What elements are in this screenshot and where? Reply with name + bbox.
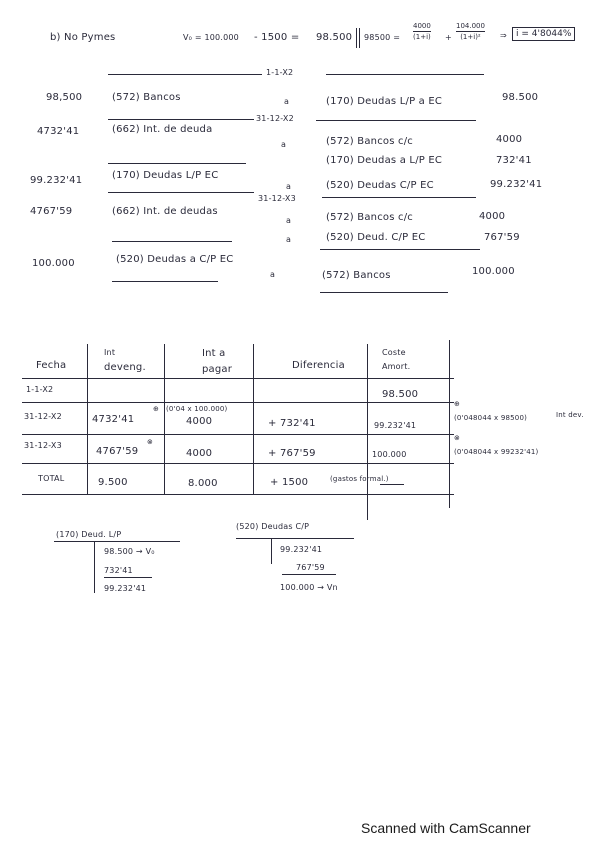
t-account-520-line-3: 100.000 → Vn	[280, 583, 338, 592]
entry2-credit-2: (170) Deudas a L/P EC	[326, 155, 443, 166]
col-header-coste-1: Coste	[382, 348, 406, 357]
net-value: 98.500	[316, 32, 353, 43]
col-header-devengado-1: Int	[104, 348, 116, 357]
entry3-credit: (520) Deudas C/P EC	[326, 180, 434, 191]
row3-mark: ⊗	[147, 438, 154, 446]
note2-mark: ⊗	[454, 434, 461, 442]
col-header-pagar-2: pagar	[202, 364, 233, 375]
fraction-2-denominator: (1+i)²	[460, 33, 481, 41]
fraction-1-denominator: (1+i)	[413, 33, 431, 41]
row2-diferencia: + 732'41	[268, 418, 316, 429]
journal-date-1: 1-1-X2	[266, 68, 294, 77]
entry4-a-2: a	[286, 235, 292, 244]
entry3-debit: (170) Deudas L/P EC	[112, 170, 219, 181]
row2-pagar: 4000	[186, 416, 213, 427]
col-header-diferencia: Diferencia	[292, 360, 345, 371]
entry3-amount: 99.232'41	[30, 175, 83, 186]
entry1-credit-amount: 98.500	[502, 92, 539, 103]
t-account-520-title: (520) Deudas C/P	[236, 522, 310, 531]
entry2-credit-1-amount: 4000	[496, 134, 523, 145]
v0-value: V₀ = 100.000	[183, 33, 239, 42]
row3-diferencia: + 767'59	[268, 448, 316, 459]
row3-coste: 100.000	[372, 450, 407, 459]
minus-cost: - 1500 =	[254, 32, 300, 43]
col-header-devengado-2: deveng.	[104, 362, 146, 373]
row3-fecha: 31-12-X3	[24, 441, 62, 450]
t-account-170-title: (170) Deud. L/P	[56, 530, 122, 539]
entry4-credit-2: (520) Deud. C/P EC	[326, 232, 426, 243]
row3-pagar: 4000	[186, 448, 213, 459]
note2-formula: (0'048044 x 99232'41)	[454, 448, 539, 456]
entry3-a: a	[286, 182, 292, 191]
entry4-a-1: a	[286, 216, 292, 225]
plus-sign: +	[445, 33, 452, 42]
entry5-credit: (572) Bancos	[322, 270, 391, 281]
entry2-credit-1: (572) Bancos c/c	[326, 136, 413, 147]
row2-pagar-note: (0'04 x 100.000)	[166, 405, 228, 413]
entry2-amount: 4732'41	[37, 126, 80, 137]
note1-formula: (0'048044 x 98500)	[454, 414, 528, 422]
t-account-170-line-2: 732'41	[104, 566, 133, 575]
total-diferencia: + 1500	[270, 477, 309, 488]
entry1-amount: 98,500	[46, 92, 83, 103]
scanner-watermark: Scanned with CamScanner	[361, 820, 531, 836]
entry3-credit-amount: 99.232'41	[490, 179, 543, 190]
fraction-2-numerator: 104.000	[456, 22, 485, 30]
entry5-debit: (520) Deudas a C/P EC	[116, 254, 234, 265]
fraction-1-numerator: 4000	[413, 22, 431, 30]
col-header-fecha: Fecha	[36, 360, 67, 371]
entry4-credit-1-amount: 4000	[479, 211, 506, 222]
entry2-a: a	[281, 140, 287, 149]
rate-result: i = 4'8044%	[512, 27, 575, 41]
row2-devengado: 4732'41	[92, 414, 135, 425]
entry5-credit-amount: 100.000	[472, 266, 515, 277]
t-account-170-line-3: 99.232'41	[104, 584, 147, 593]
row2-coste: 99.232'41	[374, 421, 417, 430]
t-account-520-line-2: 767'59	[296, 563, 325, 572]
note1-mark: ⊕	[454, 400, 461, 408]
note1-side: Int dev.	[556, 411, 584, 419]
entry2-debit: (662) Int. de deuda	[112, 124, 213, 135]
row3-devengado: 4767'59	[96, 446, 139, 457]
total-label: TOTAL	[38, 474, 65, 483]
entry4-amount: 4767'59	[30, 206, 73, 217]
entry4-credit-1: (572) Bancos c/c	[326, 212, 413, 223]
t-account-520-line-1: 99.232'41	[280, 545, 323, 554]
entry4-debit: (662) Int. de deudas	[112, 206, 218, 217]
journal-date-2: 31-12-X2	[256, 114, 294, 123]
entry2-credit-2-amount: 732'41	[496, 155, 532, 166]
total-pagar: 8.000	[188, 478, 218, 489]
entry5-a: a	[270, 270, 276, 279]
fraction-2	[456, 22, 485, 41]
t-account-170-line-1: 98.500 → V₀	[104, 547, 155, 556]
entry1-a: a	[284, 97, 290, 106]
entry4-credit-2-amount: 767'59	[484, 232, 520, 243]
fraction-1	[413, 22, 431, 41]
row1-coste: 98.500	[382, 389, 419, 400]
total-note: (gastos formal.)	[330, 475, 389, 483]
entry5-amount: 100.000	[32, 258, 75, 269]
journal-date-3: 31-12-X3	[258, 194, 296, 203]
section-label: b) No Pymes	[50, 32, 116, 43]
col-header-pagar-1: Int a	[202, 348, 226, 359]
entry1-credit: (170) Deudas L/P a EC	[326, 96, 443, 107]
row1-fecha: 1-1-X2	[26, 385, 54, 394]
equation-left: 98500 =	[364, 33, 401, 42]
col-header-coste-2: Amort.	[382, 362, 411, 371]
implies-arrow: ⇒	[500, 31, 507, 40]
entry1-debit: (572) Bancos	[112, 92, 181, 103]
row2-mark: ⊕	[153, 405, 160, 413]
row2-fecha: 31-12-X2	[24, 412, 62, 421]
total-devengado: 9.500	[98, 477, 128, 488]
